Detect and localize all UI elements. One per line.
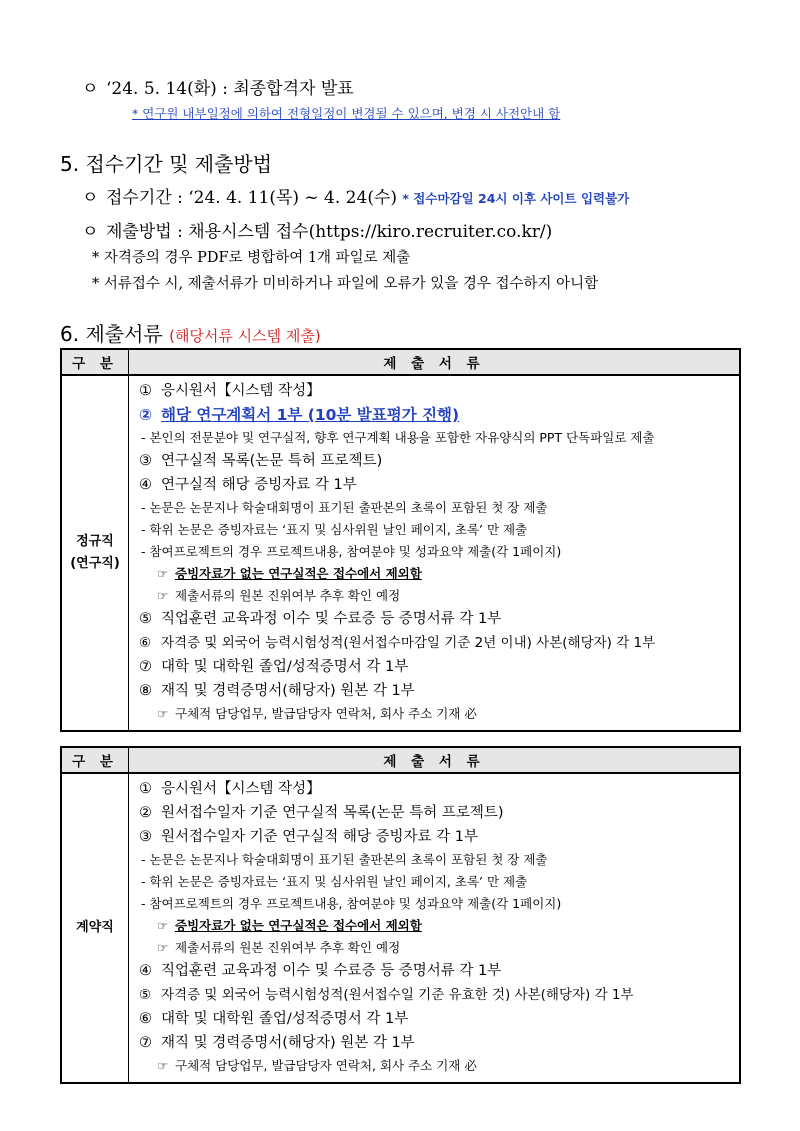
- list-item: [139, 959, 739, 983]
- list-item: [139, 1007, 739, 1031]
- method-line: [82, 217, 552, 242]
- item-number: ④: [139, 963, 152, 979]
- bullet-mark: ㅇ: [82, 222, 99, 242]
- item-text: 자격증 및 외국어 능력시험성적(원서접수일 기준 유효한 것) 사본(해당자) 각 1부: [161, 987, 634, 1003]
- item-number: ②: [139, 406, 153, 424]
- pointing-hand-icon: ☞: [157, 588, 169, 603]
- documents-cell: [129, 375, 741, 731]
- list-item: [139, 777, 739, 801]
- list-item: [139, 983, 739, 1007]
- documents-cell: [129, 773, 741, 1083]
- item-text: 연구실적 목록(논문 특허 프로젝트): [161, 453, 383, 469]
- category-label: 정규직: [76, 534, 114, 549]
- category-cell: [61, 773, 129, 1083]
- item-number: ⑥: [139, 635, 152, 651]
- list-item: [139, 379, 739, 403]
- item-text: 재직 및 경력증명서(해당자) 원본 각 1부: [161, 683, 415, 699]
- list-item: [139, 585, 739, 607]
- item-text: 직업훈련 교육과정 이수 및 수료증 등 증명서류 각 1부: [161, 963, 502, 979]
- list-item: [139, 703, 739, 725]
- item-number: ③: [139, 453, 152, 469]
- pointing-hand-icon: ☞: [157, 940, 169, 955]
- schedule-change-note: * 연구원 내부일정에 의하여 전형일정이 변경될 수 있으며, 변경 시 사전안내 함: [132, 106, 561, 121]
- item-text: 재직 및 경력증명서(해당자) 원본 각 1부: [161, 1035, 415, 1051]
- item-text: 해당 연구계획서 1부 (10분 발표평가 진행): [161, 406, 460, 424]
- pointing-hand-icon: ☞: [157, 1058, 169, 1073]
- list-item: [139, 1031, 739, 1055]
- section5-title: 5. 접수기간 및 제출방법: [60, 152, 273, 176]
- method-text: 제출방법 : 채용시스템 접수(https://kiro.recruiter.co.kr/): [106, 222, 553, 242]
- item-number: ⑤: [139, 611, 152, 627]
- item-text: 제출서류의 원본 진위여부 추후 확인 예정: [175, 940, 401, 955]
- item-number: ①: [139, 781, 152, 797]
- list-item: [139, 403, 739, 427]
- section6-title-note: (해당서류 시스템 제출): [169, 327, 321, 345]
- header-documents: 제 출 서 류: [129, 349, 741, 375]
- section6-title-text: 6. 제출서류: [60, 322, 163, 346]
- period-line: [82, 183, 629, 208]
- item-number: ①: [139, 383, 152, 399]
- item-text: 대학 및 대학원 졸업/성적증명서 각 1부: [161, 659, 409, 675]
- list-item: - 학위 논문은 증빙자료는 ‘표지 및 심사위원 날인 페이지, 초록’ 만 제출: [141, 522, 528, 537]
- item-number: ③: [139, 829, 152, 845]
- header-documents: 제 출 서 류: [129, 747, 741, 773]
- docs-table-regular: [60, 348, 741, 732]
- list-item: [139, 631, 739, 655]
- final-result-date: ‘24. 5. 14(화) : 최종합격자 발표: [106, 79, 354, 99]
- bullet-mark: ㅇ: [82, 79, 99, 99]
- item-text: 원서접수일자 기준 연구실적 목록(논문 특허 프로젝트): [161, 805, 504, 821]
- list-item: - 참여프로젝트의 경우 프로젝트내용, 참여분야 및 성과요약 제출(각 1페이지): [141, 896, 562, 911]
- list-item: [139, 1055, 739, 1077]
- item-text: 직업훈련 교육과정 이수 및 수료증 등 증명서류 각 1부: [161, 611, 502, 627]
- item-number: ⑦: [139, 1035, 152, 1051]
- list-item: [139, 937, 739, 959]
- list-item: [139, 679, 739, 703]
- list-item: [139, 563, 739, 585]
- docs-table-contract: [60, 746, 741, 1084]
- category-sublabel: (연구직): [70, 556, 120, 571]
- category-label: 계약직: [76, 920, 114, 935]
- item-text: 응시원서【시스템 작성】: [161, 383, 321, 399]
- item-number: ⑧: [139, 683, 152, 699]
- bullet-mark: ㅇ: [82, 188, 99, 208]
- list-item: [139, 473, 739, 497]
- incomplete-docs-note: * 서류접수 시, 제출서류가 미비하거나 파일에 오류가 있을 경우 접수하지 아니함: [92, 276, 599, 292]
- item-text: 연구실적 해당 증빙자료 각 1부: [161, 477, 357, 493]
- period-note: * 접수마감일 24시 이후 사이트 입력불가: [402, 191, 630, 206]
- item-number: ⑦: [139, 659, 152, 675]
- item-number: ⑤: [139, 987, 152, 1003]
- category-cell: [61, 375, 129, 731]
- item-text: 자격증 및 외국어 능력시험성적(원서접수마감일 기준 2년 이내) 사본(해당자) 각 1부: [161, 635, 656, 651]
- list-item: [139, 655, 739, 679]
- list-item: - 논문은 논문지나 학술대회명이 표기된 출판본의 초록이 포함된 첫 장 제출: [141, 500, 548, 515]
- pointing-hand-icon: ☞: [157, 566, 169, 581]
- item-text: 원서접수일자 기준 연구실적 해당 증빙자료 각 1부: [161, 829, 479, 845]
- list-item: [139, 915, 739, 937]
- list-item: - 학위 논문은 증빙자료는 ‘표지 및 심사위원 날인 페이지, 초록’ 만 제출: [141, 874, 528, 889]
- list-item: [139, 607, 739, 631]
- item-number: ⑥: [139, 1011, 152, 1027]
- list-item: [139, 801, 739, 825]
- item-text: 제출서류의 원본 진위여부 추후 확인 예정: [175, 588, 401, 603]
- header-category: 구 분: [61, 349, 129, 375]
- pointing-hand-icon: ☞: [157, 706, 169, 721]
- list-item: - 참여프로젝트의 경우 프로젝트내용, 참여분야 및 성과요약 제출(각 1페이지): [141, 544, 562, 559]
- pdf-merge-note: * 자격증의 경우 PDF로 병합하여 1개 파일로 제출: [92, 250, 411, 266]
- item-text: 응시원서【시스템 작성】: [161, 781, 321, 797]
- item-text: 대학 및 대학원 졸업/성적증명서 각 1부: [161, 1011, 409, 1027]
- item-text: 구체적 담당업무, 발급담당자 연락처, 회사 주소 기재 必: [175, 1058, 477, 1073]
- period-label: 접수기간 : ‘24. 4. 11(목) ~ 4. 24(수): [106, 188, 398, 208]
- final-result-line: [82, 74, 354, 99]
- item-number: ④: [139, 477, 152, 493]
- item-text: 증빙자료가 없는 연구실적은 접수에서 제외함: [175, 918, 422, 933]
- list-item: - 본인의 전문분야 및 연구실적, 향후 연구계획 내용을 포함한 자유양식의 PPT 단독파일로 제출: [141, 430, 655, 445]
- item-text: 증빙자료가 없는 연구실적은 접수에서 제외함: [175, 566, 422, 581]
- list-item: - 논문은 논문지나 학술대회명이 표기된 출판본의 초록이 포함된 첫 장 제출: [141, 852, 548, 867]
- header-category: 구 분: [61, 747, 129, 773]
- item-text: 구체적 담당업무, 발급담당자 연락처, 회사 주소 기재 必: [175, 706, 477, 721]
- pointing-hand-icon: ☞: [157, 918, 169, 933]
- section6-title: [60, 318, 321, 347]
- list-item: [139, 449, 739, 473]
- list-item: [139, 825, 739, 849]
- item-number: ②: [139, 805, 152, 821]
